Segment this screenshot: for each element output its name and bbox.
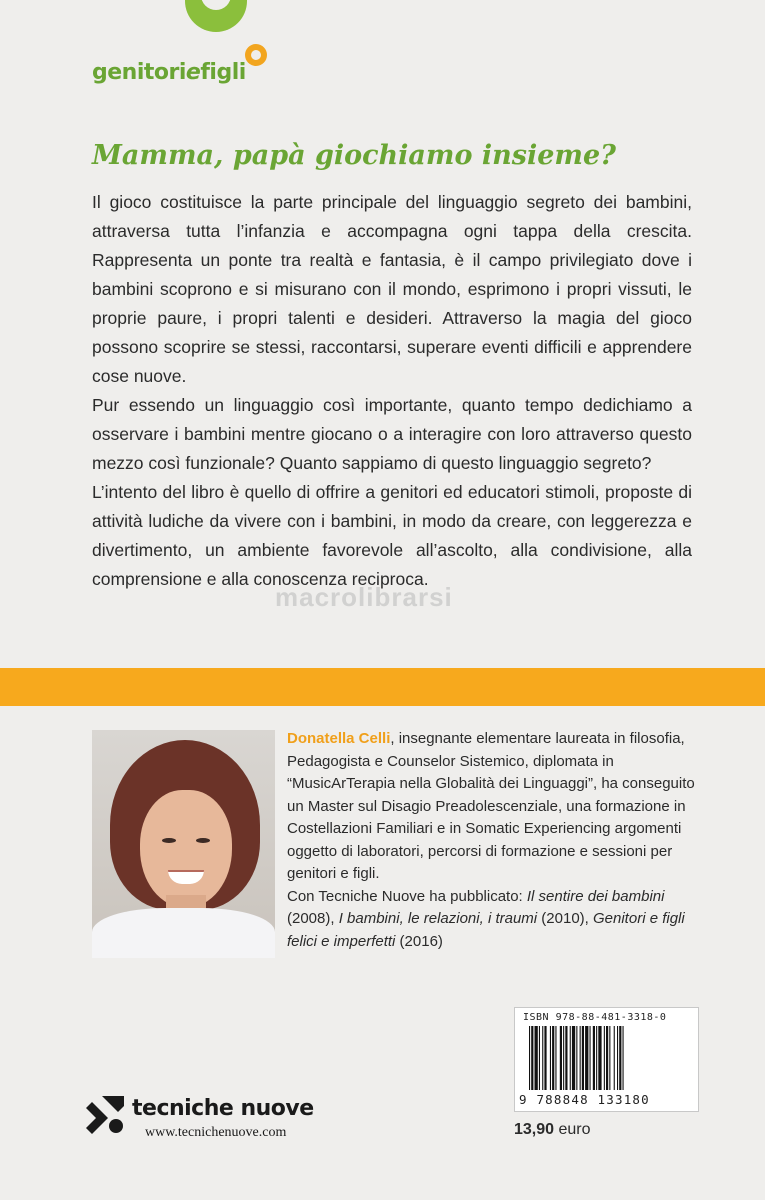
author-book-3: Genitori e figli felici e imperfetti (287, 910, 685, 950)
author-book-1-year: (2008), (287, 910, 339, 927)
logo-orange-circle (245, 44, 267, 66)
author-book-3-year: (2016) (395, 932, 443, 950)
blurb-paragraph-2: Pur essendo un linguaggio così importante, quanto tempo dedichiamo a osservare i bambini mentre giocano o a interagire con loro attraverso questo mezzo così funzionale? Quanto sappiamo di questo linguaggio segreto? (92, 395, 692, 473)
orange-divider-band (0, 668, 765, 706)
author-photo (92, 730, 275, 958)
watermark: macrolibrarsi (275, 582, 453, 612)
author-bio (287, 728, 707, 953)
price (514, 1121, 591, 1139)
author-book-2: I bambini, le relazioni, i traumi (338, 910, 538, 927)
publisher-logo-icon (82, 1092, 128, 1138)
blurb-paragraph-1: Il gioco costituisce la parte principale del linguaggio segreto dei bambini, attraversa tutta l’infanzia e accompagna ogni tappa della crescita. Rappresenta un ponte tra realtà e fantasia, è il campo privilegiato dove i bambini scoprono e si misurano con il mondo, esprimono i propri vissuti, le proprie paure, i propri talenti e desideri. Attraverso la magia del gioco possono scoprire se stessi, raccontarsi, superare eventi difficili e apprendere cose nuove. (92, 192, 692, 386)
author-publications-intro: Con Tecniche Nuove ha pubblicato: (287, 887, 527, 905)
publisher-name: tecniche nuove (132, 1096, 314, 1121)
author-book-2-year: (2010), (537, 910, 593, 927)
author-name: Donatella Celli (287, 730, 391, 747)
book-title: Mamma, papà giochiamo insieme? (92, 140, 616, 171)
logo-green-circle (185, 0, 247, 32)
blurb-paragraph-3: L’intento del libro è quello di offrire a genitori ed educatori stimoli, proposte di attività ludiche da vivere con i bambini, in modo da creare, con leggerezza e divertimento, un ambiente favorevole all’ascolto, alla condivisione, alla comprensione e alla conoscenza reciproca. (92, 482, 692, 589)
blurb (92, 188, 692, 594)
series-logo-text: genitoriefigli (92, 60, 246, 85)
price-amount: 13,90 (514, 1121, 555, 1138)
series-logo (0, 0, 300, 110)
isbn-barcode (514, 1007, 699, 1112)
author-bio-text: , insegnante elementare laureata in filosofia, Pedagogista e Counselor Sistemico, diplomata in “MusicArTerapia nella Globalità dei Linguaggi”, ha conseguito un Master sul Disagio Preadolescenziale, una formazione in Costellazioni Familiari e in Somatic Experiencing argomenti oggetto di laboratori, percorsi di formazione e sessioni per genitori e figli. (287, 730, 695, 882)
price-currency: euro (558, 1121, 591, 1138)
isbn-label: ISBN 978-88-481-3318-0 (523, 1012, 667, 1023)
barcode-digits: 9 788848 133180 (519, 1092, 650, 1107)
barcode-bars (529, 1026, 692, 1090)
publisher-url: www.tecnichenuove.com (145, 1125, 287, 1140)
author-book-1: Il sentire dei bambini (526, 887, 665, 905)
